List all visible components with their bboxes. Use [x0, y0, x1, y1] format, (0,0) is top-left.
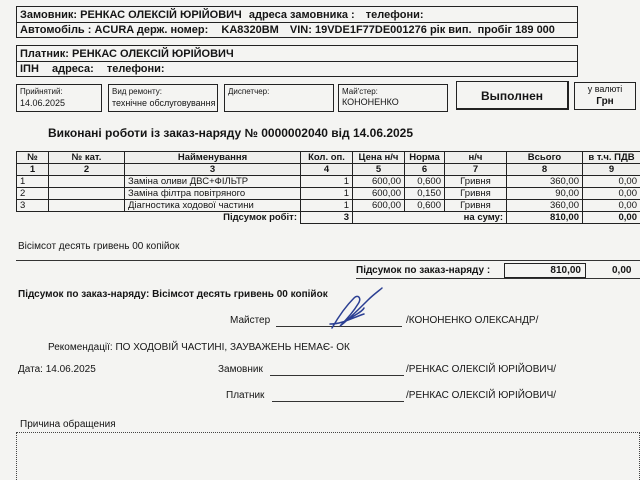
accepted-box: [16, 84, 102, 112]
row-unit: Гривня: [445, 176, 507, 188]
customer-name: РЕНКАС ОЛЕКСІЙ ЮРІЙОВИЧ: [80, 9, 242, 21]
row-name: Заміна оливи ДВС+ФІЛЬТР: [125, 176, 301, 188]
col-header: Найменування: [125, 152, 301, 164]
payer-name: РЕНКАС ОЛЕКСІЙ ЮРІЙОВИЧ: [72, 48, 234, 60]
order-total-box: [504, 263, 586, 278]
sum-label: на суму:: [353, 212, 507, 224]
customer-sign-label: Замовник: [218, 364, 263, 375]
table-index-row: [17, 164, 640, 176]
plate-label: держ. номер:: [136, 24, 209, 36]
amount-words: Вісімсот десять гривень 00 копійок: [18, 241, 180, 252]
master-box: [338, 84, 448, 112]
payer-sign-name: /РЕНКАС ОЛЕКСІЙ ЮРІЙОВИЧ/: [406, 390, 557, 401]
summary-label: Підсумок робіт:: [17, 212, 301, 224]
summary-count: 3: [301, 212, 353, 224]
currency-box: [574, 82, 636, 110]
table-row: [17, 176, 640, 188]
repair-type-label: Вид ремонту:: [112, 87, 162, 96]
mileage-label: пробіг: [477, 24, 513, 36]
table-header-row: [17, 152, 640, 164]
row-name: Заміна філтра повітряного: [125, 188, 301, 200]
table-row: [17, 200, 640, 212]
row-qty: 1: [301, 176, 353, 188]
repair-type-box: [108, 84, 218, 112]
payer-box: [16, 45, 578, 77]
payer-line: [20, 48, 234, 60]
row-number: 3: [17, 200, 49, 212]
customer-box: [16, 6, 578, 38]
works-table: [16, 151, 640, 224]
row-qty: 1: [301, 200, 353, 212]
col-index: 2: [49, 164, 125, 176]
col-header: № кат.: [49, 152, 125, 164]
row-name: Діагностика ходової частини: [125, 200, 301, 212]
customer-sign-line: [270, 375, 404, 376]
col-header: Всього: [507, 152, 583, 164]
reason-box: [16, 432, 640, 480]
dispatcher-label: Диспетчер:: [228, 87, 270, 96]
row-norm: 0,600: [405, 176, 445, 188]
car-model: ACURA: [94, 24, 134, 36]
row-norm: 0,600: [405, 200, 445, 212]
payer-address-label: адреса:: [51, 63, 94, 75]
col-header: Норма: [405, 152, 445, 164]
sum-vat: 0,00: [583, 212, 640, 224]
divider: [17, 61, 577, 62]
signature-scribble: [318, 284, 388, 334]
payer-phones-label: телефони:: [106, 63, 165, 75]
row-catalog: [49, 200, 125, 212]
master-sign-name: /КОНОНЕНКО ОЛЕКСАНДР/: [406, 315, 539, 326]
accepted-date: 14.06.2025: [20, 98, 66, 108]
col-index: 6: [405, 164, 445, 176]
col-header: Кол. оп.: [301, 152, 353, 164]
col-header: Цена н/ч: [353, 152, 405, 164]
vin-label: VIN:: [289, 24, 312, 36]
plate-number: KA8320BM: [221, 24, 279, 36]
col-header: н/ч: [445, 152, 507, 164]
customer-address-label: адреса замовника :: [248, 9, 355, 21]
row-number: 1: [17, 176, 49, 188]
row-total: 90,00: [507, 188, 583, 200]
col-header: в т.ч. ПДВ: [583, 152, 640, 164]
phones-label: телефони:: [365, 9, 424, 21]
row-norm: 0,150: [405, 188, 445, 200]
status-value: Выполнен: [481, 89, 543, 103]
master-value: КОНОНЕНКО: [342, 97, 399, 107]
payer-sign-label: Платник: [226, 390, 265, 401]
sum-total: 810,00: [507, 212, 583, 224]
row-catalog: [49, 188, 125, 200]
payer-label: Платник:: [20, 48, 69, 60]
row-vat: 0,00: [583, 188, 640, 200]
col-index: 7: [445, 164, 507, 176]
dispatcher-box: [224, 84, 334, 112]
divider: [356, 278, 640, 279]
accepted-label: Прийнятий:: [20, 87, 63, 96]
row-vat: 0,00: [583, 176, 640, 188]
order-total: 810,00: [550, 265, 581, 276]
row-qty: 1: [301, 188, 353, 200]
row-price: 600,00: [353, 188, 405, 200]
mileage-value: 189 000: [515, 24, 555, 36]
col-index: 4: [301, 164, 353, 176]
master-label: Май'стер:: [342, 87, 378, 96]
divider: [16, 260, 640, 261]
order-total-label: Підсумок по заказ-наряду :: [356, 265, 491, 276]
col-index: 5: [353, 164, 405, 176]
ipn-label: ІПН: [20, 63, 39, 75]
customer-label: Замовник:: [20, 9, 78, 21]
order-total-vat: 0,00: [612, 265, 632, 276]
ipn-line: [20, 63, 165, 75]
currency-label: у валюті: [587, 84, 623, 94]
row-unit: Гривня: [445, 188, 507, 200]
row-number: 2: [17, 188, 49, 200]
payer-sign-line: [272, 401, 404, 402]
customer-line: [20, 9, 424, 21]
status-box: [456, 81, 569, 110]
row-price: 600,00: [353, 200, 405, 212]
master-sign-label: Майстер: [230, 315, 271, 326]
vin-number: 19VDE1F77DE001276: [314, 24, 427, 36]
row-total: 360,00: [507, 200, 583, 212]
row-unit: Гривня: [445, 200, 507, 212]
car-label: Автомобіль :: [20, 24, 92, 36]
row-price: 600,00: [353, 176, 405, 188]
row-total: 360,00: [507, 176, 583, 188]
date-line: Дата: 14.06.2025: [18, 364, 96, 375]
row-catalog: [49, 176, 125, 188]
repair-type-value: технічне обслуговування: [112, 98, 216, 108]
col-index: 1: [17, 164, 49, 176]
year-label: рік вип.: [429, 24, 472, 36]
col-index: 3: [125, 164, 301, 176]
currency-value: Грн: [596, 96, 614, 107]
col-header: №: [17, 152, 49, 164]
table-summary-row: [17, 212, 640, 224]
divider: [17, 22, 577, 23]
recommendations: Рекомендації: ПО ХОДОВІЙ ЧАСТИНІ, ЗАУВАЖЕНЬ НЕМАЄ- ОК: [48, 342, 350, 353]
row-vat: 0,00: [583, 200, 640, 212]
order-total-words: Підсумок по заказ-наряду: Вісімсот десять гривень 00 копійок: [18, 289, 328, 300]
table-row: [17, 188, 640, 200]
car-line: [20, 24, 555, 36]
customer-sign-name: /РЕНКАС ОЛЕКСІЙ ЮРІЙОВИЧ/: [406, 364, 557, 375]
reason-label: Причина обращения: [20, 419, 116, 430]
col-index: 8: [507, 164, 583, 176]
section-title: Виконані роботи із заказ-наряду № 0000002040 від 14.06.2025: [48, 126, 414, 140]
col-index: 9: [583, 164, 640, 176]
